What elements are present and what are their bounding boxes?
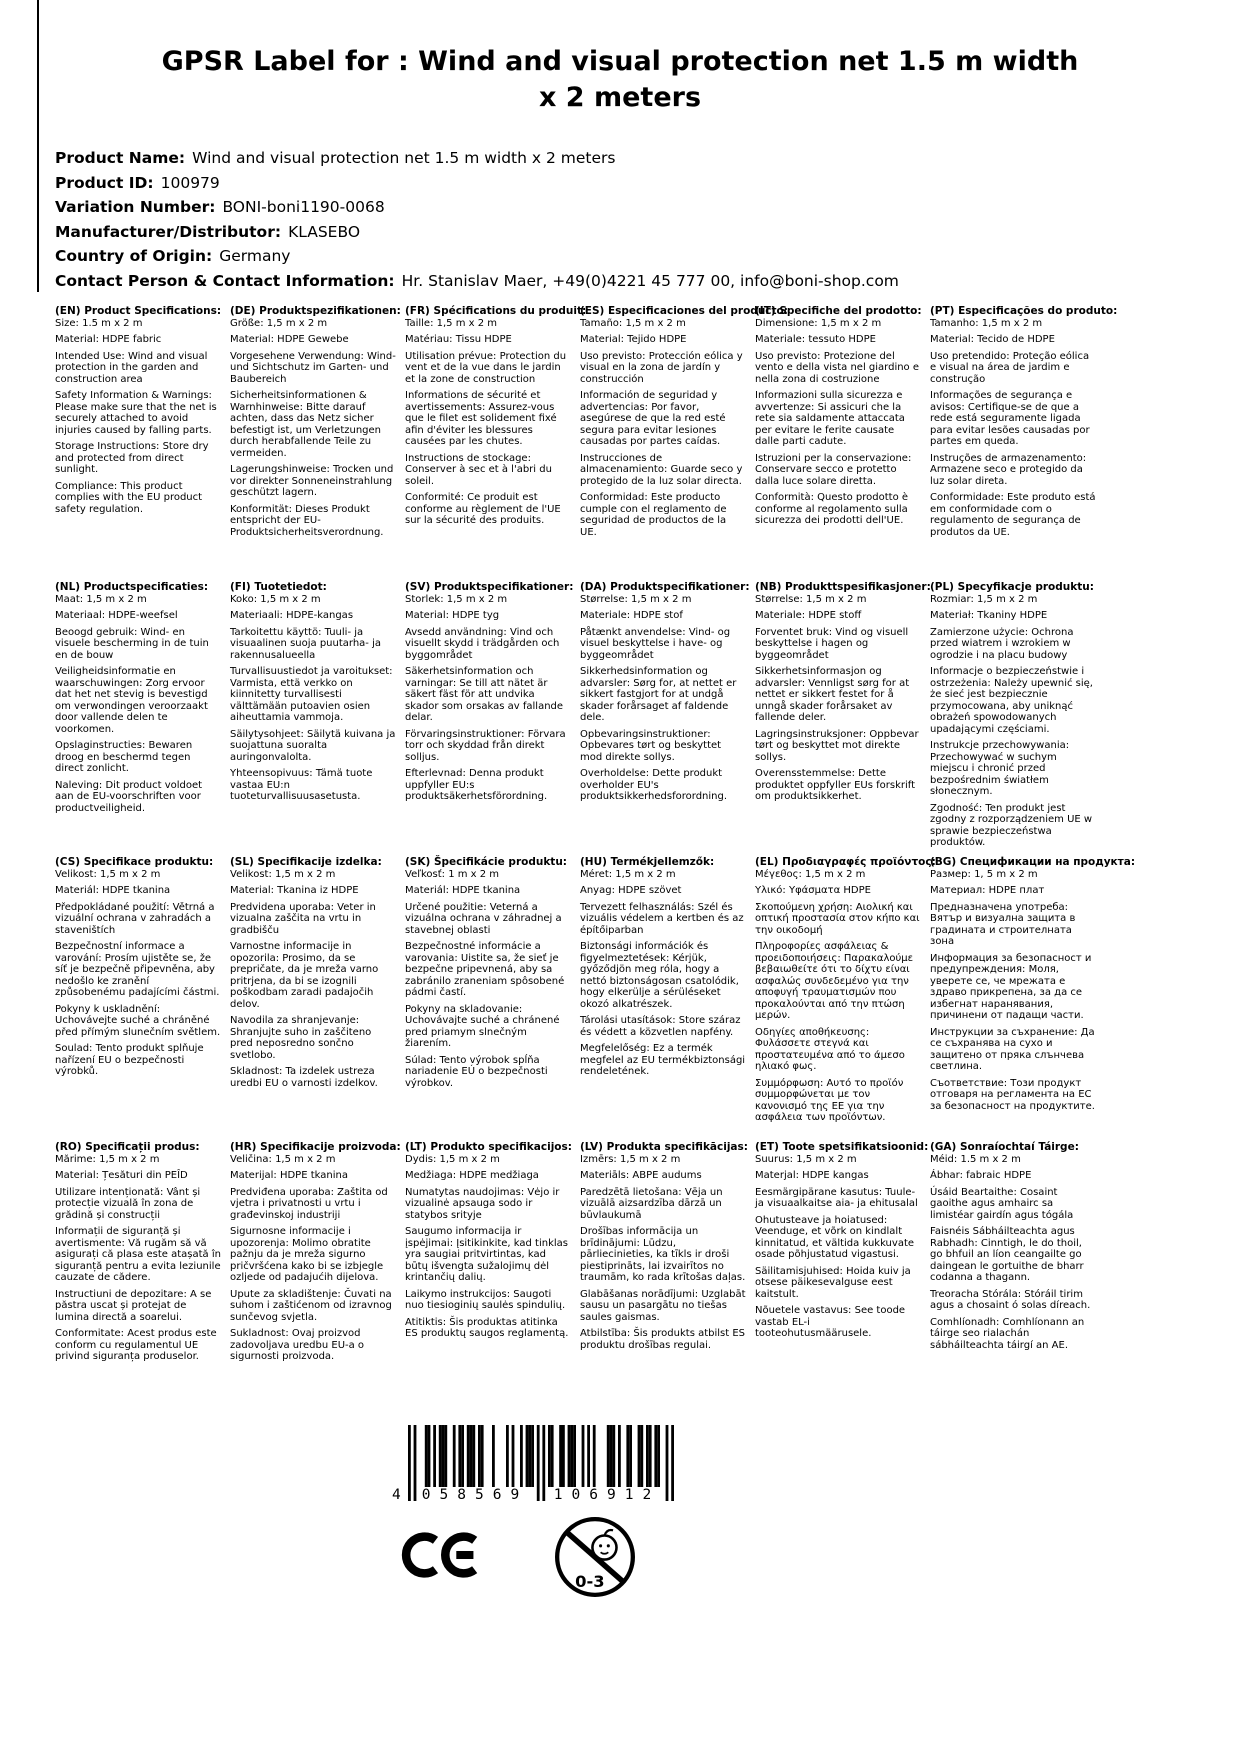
block-paragraph: Storlek: 1,5 m x 2 m bbox=[405, 593, 508, 605]
lang-block-ga bbox=[930, 1141, 1096, 1368]
product-name-label: Product Name: bbox=[55, 149, 186, 167]
contact-value: Hr. Stanislav Maer, +49(0)4221 45 777 00, info@boni-shop.com bbox=[401, 271, 899, 290]
block-title: (ET) Toote spetsifikatsioonid: bbox=[755, 1141, 929, 1153]
product-id-value: 100979 bbox=[160, 173, 220, 192]
block-paragraph: Forventet bruk: Vind og visuell beskyttelse i hagen og byggeområdet bbox=[755, 626, 909, 661]
ean13-barcode bbox=[392, 1425, 692, 1505]
spec-grid-row-2 bbox=[55, 581, 1105, 854]
block-paragraph: Atbilstība: Šis produkts atbilst ES produktu drošības regulai. bbox=[580, 1328, 746, 1351]
block-paragraph: Tamaño: 1,5 m x 2 m bbox=[580, 317, 686, 329]
block-paragraph: Numatytas naudojimas: Vėjo ir vizualinė apsauga sodo ir statybos srityje bbox=[405, 1186, 560, 1221]
block-paragraph: Materijal: HDPE tkanina bbox=[230, 1170, 348, 1181]
lang-block-fi bbox=[230, 581, 396, 854]
block-paragraph: Storage Instructions: Store dry and protected from direct sunlight. bbox=[55, 441, 209, 475]
block-paragraph: Größe: 1,5 m x 2 m bbox=[230, 317, 328, 329]
block-paragraph: Material: Tecido de HDPE bbox=[930, 334, 1055, 345]
block-paragraph: Koko: 1,5 m x 2 m bbox=[230, 593, 321, 605]
block-paragraph: Atitiktis: Šis produktas atitinka ES produktų saugos reglamentą. bbox=[405, 1316, 569, 1339]
block-paragraph: Velikost: 1,5 m x 2 m bbox=[230, 868, 336, 880]
variation-number-label: Variation Number: bbox=[55, 198, 216, 217]
block-paragraph: Predviđena uporaba: Zaštita od vjetra i privatnosti u vrtu i građevinskoj industriji bbox=[230, 1186, 388, 1221]
block-paragraph: Compliance: This product complies with the EU product safety regulation. bbox=[55, 480, 203, 515]
block-paragraph: Tárolási utasítások: Store száraz és védett a közvetlen napfény. bbox=[580, 1015, 741, 1038]
block-title: (EL) Προδιαγραφές προϊόντος: bbox=[755, 856, 936, 868]
block-paragraph: Pokyny na skladovanie: Uchovávajte suché a chránené pred priamym slnečným žiarením. bbox=[405, 1003, 560, 1049]
block-paragraph: Material: HDPE fabric bbox=[55, 334, 162, 345]
block-paragraph: Informazioni sulla sicurezza e avvertenze: Si assicuri che la rete sia saldamente attaccata per evitare le ferite causate dalle parti cadute. bbox=[755, 390, 905, 447]
lang-block-de bbox=[230, 305, 401, 543]
block-title: (FR) Spécifications du produit: bbox=[405, 305, 587, 317]
block-paragraph: Conformità: Questo prodotto è conforme al regolamento sulla sicurezza dei prodotti dell'UE. bbox=[755, 492, 909, 526]
block-paragraph: Skladnost: Ta izdelek ustreza uredbi EU o varnosti izdelkov. bbox=[230, 1066, 378, 1089]
block-paragraph: Material: Tejido HDPE bbox=[580, 334, 687, 345]
block-paragraph: Størrelse: 1,5 m x 2 m bbox=[580, 593, 692, 605]
block-paragraph: Σκοπούμενη χρήση: Αιολική και οπτική προστασία στον κήπο και την οικοδομή bbox=[755, 901, 920, 936]
block-paragraph: Lagerungshinweise: Trocken und vor direkter Sonneneinstrahlung geschützt lagern. bbox=[230, 464, 394, 498]
block-paragraph: Medžiaga: HDPE medžiaga bbox=[405, 1170, 539, 1181]
block-paragraph: Sikkerhetsinformasjon og advarsler: Vennligst sørg for at nettet er sikkert festet for å unngå skader forårsaket av fallende deler. bbox=[755, 666, 910, 723]
block-paragraph: Intended Use: Wind and visual protection in the garden and construction area bbox=[55, 350, 208, 385]
block-paragraph: Μέγεθος: 1,5 m x 2 m bbox=[755, 868, 866, 880]
ce-mark-icon bbox=[400, 1526, 482, 1584]
block-paragraph: Tervezett felhasználás: Szél és vizuális védelem a kertben és az építőiparban bbox=[580, 901, 744, 936]
block-paragraph: Súlad: Tento výrobok spĺňa nariadenie EÚ o bezpečnosti výrobkov. bbox=[405, 1054, 548, 1089]
lang-block-et bbox=[755, 1141, 929, 1368]
block-paragraph: Påtænkt anvendelse: Vind- og visuel beskyttelse i have- og byggeområdet bbox=[580, 626, 731, 661]
block-paragraph: Istruzioni per la conservazione: Conservare secco e protetto dalla luce solare diretta. bbox=[755, 452, 912, 487]
block-paragraph: Инструкции за съхранение: Да се съхранява на сухо и защитено от пряка слънчева светлина. bbox=[930, 1026, 1095, 1072]
block-title: (RO) Specificații produs: bbox=[55, 1141, 200, 1153]
block-paragraph: Información de seguridad y advertencias: Por favor, asegúrese de que la red esté segura para evitar lesiones causadas por partes caídas. bbox=[580, 390, 726, 447]
block-paragraph: Faisnéis Sábháilteachta agus Rabhadh: Cinntigh, le do thoil, go bhfuil an líon ceangailte go daingean le gortuithe de bharr codanna a thagann. bbox=[930, 1226, 1084, 1283]
block-paragraph: Instrucciones de almacenamiento: Guarde seco y protegido de la luz solar directa. bbox=[580, 452, 743, 487]
block-paragraph: Mărime: 1,5 m x 2 m bbox=[55, 1153, 160, 1165]
lang-block-pl bbox=[930, 581, 1096, 854]
block-paragraph: Turvallisuustiedot ja varoitukset: Varmista, että verkko on kiinnitetty turvallisesti välttämään putoavien osien aiheuttamia vammoja. bbox=[230, 666, 393, 723]
block-paragraph: Instruções de armazenamento: Armazene seco e protegido da luz solar direta. bbox=[930, 452, 1087, 487]
block-paragraph: Materiaali: HDPE-kangas bbox=[230, 610, 354, 621]
block-paragraph: Dydis: 1,5 m x 2 m bbox=[405, 1153, 500, 1165]
block-paragraph: Materjal: HDPE kangas bbox=[755, 1170, 869, 1181]
variation-number-value: BONI-boni1190-0068 bbox=[222, 198, 385, 217]
block-paragraph: Sukladnost: Ovaj proizvod zadovoljava uredbu EU-a o sigurnosti proizvoda. bbox=[230, 1328, 365, 1362]
block-paragraph: Určené použitie: Veterná a vizuálna ochrana v záhradnej a stavebnej oblasti bbox=[405, 901, 562, 936]
block-paragraph: Sigurnosne informacije i upozorenja: Molimo obratite pažnju da je mreža sigurno pričvršćena kako bi se izbjegle ozljede od padajućih dijelova. bbox=[230, 1226, 384, 1283]
spec-grid-row-4 bbox=[55, 1141, 1105, 1368]
block-title: (DA) Produktspecifikationer: bbox=[580, 581, 750, 593]
block-paragraph: Materiál: HDPE tkanina bbox=[55, 885, 171, 896]
block-title: (NB) Produkttspesifikasjoner: bbox=[755, 581, 931, 593]
block-paragraph: Säilitamisjuhised: Hoida kuiv ja otsese päikesevalguse eest kaitstult. bbox=[755, 1265, 911, 1300]
block-title: (CS) Specifikace produktu: bbox=[55, 856, 214, 868]
lang-block-sv bbox=[405, 581, 574, 854]
product-id-label: Product ID: bbox=[55, 173, 154, 192]
block-title: (ES) Especificaciones del producto: bbox=[580, 305, 788, 317]
block-paragraph: Laikymo instrukcijos: Saugoti nuo tiesioginių saulės spindulių. bbox=[405, 1288, 566, 1311]
lang-block-fr bbox=[405, 305, 587, 543]
block-paragraph: Size: 1.5 m x 2 m bbox=[55, 317, 143, 329]
block-title: (PL) Specyfikacje produktu: bbox=[930, 581, 1094, 593]
block-paragraph: Velikost: 1,5 m x 2 m bbox=[55, 868, 161, 880]
block-paragraph: Overholdelse: Dette produkt overholder EU's produktsikkerhedsforordning. bbox=[580, 768, 728, 802]
block-paragraph: Úsáid Beartaithe: Cosaint gaoithe agus amhairc sa limistéar gairdín agus tógála bbox=[930, 1186, 1074, 1221]
block-paragraph: Предназначена употреба: Вятър и визуална защита в градината и строителната зона bbox=[930, 901, 1076, 947]
block-paragraph: Veľkosť: 1 m x 2 m bbox=[405, 868, 500, 880]
barcode-digit-first: 4 bbox=[392, 1487, 401, 1503]
block-paragraph: Conformitate: Acest produs este conform cu regulamentul UE privind siguranța produselor. bbox=[55, 1328, 217, 1362]
block-paragraph: Yhteensopivuus: Tämä tuote vastaa EU:n tuoteturvallisuusasetusta. bbox=[230, 768, 373, 802]
block-title: (GA) Sonraíochtaí Táirge: bbox=[930, 1141, 1079, 1153]
block-paragraph: Ábhar: fabraic HDPE bbox=[930, 1170, 1032, 1181]
block-paragraph: Předpokládané použití: Větrná a vizuální ochrana v zahradách a staveništích bbox=[55, 901, 215, 936]
block-paragraph: Anyag: HDPE szövet bbox=[580, 885, 682, 896]
block-title: (SK) Špecifikácie produktu: bbox=[405, 856, 568, 868]
barcode-digits bbox=[392, 1487, 684, 1505]
product-name-value: Wind and visual protection net 1.5 m width x 2 meters bbox=[192, 149, 616, 167]
block-paragraph: Overensstemmelse: Dette produktet oppfyller EUs forskrift om produktsikkerhet. bbox=[755, 768, 916, 802]
country-of-origin-value: Germany bbox=[219, 247, 291, 266]
barcode-digits-right: 106912 bbox=[553, 1487, 661, 1503]
block-title: (DE) Produktspezifikationen: bbox=[230, 305, 401, 317]
block-paragraph: Vorgesehene Verwendung: Wind- und Sichtschutz im Garten- und Baubereich bbox=[230, 350, 396, 385]
block-paragraph: Opbevaringsinstruktioner: Opbevares tørt og beskyttet mod direkte sollys. bbox=[580, 728, 722, 763]
block-title: (SV) Produktspecifikationer: bbox=[405, 581, 574, 593]
block-paragraph: Instrukcje przechowywania: Przechowywać w suchym miejscu i chronić przed bezpośrednim światłem słonecznym. bbox=[930, 740, 1070, 797]
block-paragraph: Drošības informācija un brīdinājumi: Lūdzu, pārliecinieties, ka tīkls ir droši piestiprināts, lai izvairītos no traumām, ko rada krītošas daļas. bbox=[580, 1226, 746, 1283]
lang-block-bg bbox=[930, 856, 1136, 1129]
block-paragraph: Zgodność: Ten produkt jest zgodny z rozporządzeniem UE w sprawie bezpieczeństwa produktów. bbox=[930, 802, 1093, 848]
block-paragraph: Materiale: HDPE stof bbox=[580, 610, 683, 621]
block-paragraph: Sicherheitsinformationen & Warnhinweise: Bitte darauf achten, dass das Netz sicher befestigt ist, um Verletzungen durch herabfallende Teile zu vermeiden. bbox=[230, 390, 381, 459]
lang-block-sk bbox=[405, 856, 571, 1129]
block-paragraph: Dimensione: 1,5 m x 2 m bbox=[755, 317, 882, 329]
block-paragraph: Soulad: Tento produkt splňuje nařízení EU o bezpečnosti výrobků. bbox=[55, 1043, 204, 1077]
block-paragraph: Lagringsinstruksjoner: Oppbevar tørt og beskyttet mot direkte sollys. bbox=[755, 728, 919, 763]
block-paragraph: Размер: 1, 5 m x 2 m bbox=[930, 868, 1038, 880]
block-paragraph: Bezpečnostné informácie a varovania: Uistite sa, že sieť je bezpečne pripevnená, aby sa zabránilo zraneniam spôsobené pádmi častí. bbox=[405, 941, 565, 998]
block-paragraph: Πληροφορίες ασφάλειας & προειδοποιήσεις: Παρακαλούμε βεβαιωθείτε ότι το δίχτυ είναι ασφαλώς συνδεδεμένο για την αποφυγή τραυματισμών που προκαλούνται από την πτώση μερών. bbox=[755, 941, 914, 1021]
block-paragraph: Материал: HDPE плат bbox=[930, 885, 1045, 896]
block-paragraph: Conformidade: Este produto está em conformidade com o regulamento de segurança de produtos da UE. bbox=[930, 492, 1096, 538]
lang-block-hr bbox=[230, 1141, 401, 1368]
block-paragraph: Bezpečnostní informace a varování: Prosím ujistěte se, že síť je bezpečně připevněna, aby nedošlo ke zranění způsobenému padajícími částmi. bbox=[55, 941, 220, 998]
block-title: (BG) Спецификации на продукта: bbox=[930, 856, 1136, 868]
lang-block-da bbox=[580, 581, 750, 854]
block-paragraph: Sikkerhedsinformation og advarsler: Sørg for, at nettet er sikkert fastgjort for at undgå skader forårsaget af faldende dele. bbox=[580, 666, 737, 723]
block-paragraph: Informații de siguranță și avertismente: Vă rugăm să vă asigurați că plasa este atașată în siguranță pentru a evita leziunile cauzate de cădere. bbox=[55, 1226, 221, 1283]
left-crop-mark bbox=[37, 0, 39, 292]
block-paragraph: Säilytysohjeet: Säilytä kuivana ja suojattuna suoralta auringonvalolta. bbox=[230, 728, 396, 763]
block-paragraph: Materiał: Tkaniny HDPE bbox=[930, 610, 1048, 621]
block-paragraph: Glabāšanas norādījumi: Uzglabāt sausu un pasargātu no tiešas saules gaismas. bbox=[580, 1288, 746, 1323]
block-paragraph: Material: HDPE tyg bbox=[405, 610, 500, 621]
block-title: (IT) Specifiche del prodotto: bbox=[755, 305, 922, 317]
lang-block-ro bbox=[55, 1141, 221, 1368]
block-paragraph: Safety Information & Warnings: Please make sure that the net is securely attached to avoid injuries caused by falling parts. bbox=[55, 390, 217, 436]
block-paragraph: Comhlíonadh: Comhlíonann an táirge seo rialachán sábháilteachta táirgí an AE. bbox=[930, 1316, 1085, 1351]
block-title: (FI) Tuotetiedot: bbox=[230, 581, 327, 593]
block-paragraph: Biztonsági információk és figyelmeztetések: Kérjük, győződjön meg róla, hogy a nettó biztonságosan csatolódik, hogy elkerülje a sérüléseket okozó alkatrészek. bbox=[580, 941, 739, 1010]
block-paragraph: Rozmiar: 1,5 m x 2 m bbox=[930, 593, 1038, 605]
lang-block-nb bbox=[755, 581, 931, 854]
block-paragraph: Méid: 1.5 m x 2 m bbox=[930, 1153, 1021, 1165]
block-paragraph: Conformidad: Este producto cumple con el reglamento de seguridad de productos de la UE. bbox=[580, 492, 727, 538]
block-paragraph: Paredzētā lietošana: Vēja un vizuālā aizsardzība dārzā un būvlaukumā bbox=[580, 1186, 723, 1221]
block-title: (SL) Specifikacije izdelka: bbox=[230, 856, 382, 868]
block-paragraph: Uso pretendido: Proteção eólica e visual na área de jardim e construção bbox=[930, 350, 1090, 385]
block-paragraph: Taille: 1,5 m x 2 m bbox=[405, 317, 497, 329]
block-paragraph: Saugumo informacija ir įspėjimai: Įsitikinkite, kad tinklas yra saugiai pritvirtintas, kad būtų išvengta sužalojimų dėl krintančių dalių. bbox=[405, 1226, 568, 1283]
block-paragraph: Zamierzone użycie: Ochrona przed wiatrem i wzrokiem w ogrodzie i na placu budowy bbox=[930, 626, 1074, 661]
page-title: GPSR Label for : Wind and visual protection net 1.5 m width x 2 meters bbox=[161, 46, 1079, 113]
block-paragraph: Avsedd användning: Vind och visuellt skydd i trädgården och byggområdet bbox=[405, 626, 560, 661]
spec-grid-row-1 bbox=[55, 305, 1118, 543]
block-paragraph: Megfelelőség: Ez a termék megfelel az EU termékbiztonsági rendeletének. bbox=[580, 1043, 746, 1077]
spec-grid-row-3 bbox=[55, 856, 1136, 1129]
block-paragraph: Efterlevnad: Denna produkt uppfyller EU:s produktsäkerhetsförordning. bbox=[405, 768, 548, 802]
block-paragraph: Conformité: Ce produit est conforme au règlement de l'UE sur la sécurité des produits. bbox=[405, 492, 561, 526]
block-paragraph: Beoogd gebruik: Wind- en visuele bescherming in de tuin en de bouw bbox=[55, 626, 209, 661]
block-paragraph: Informações de segurança e avisos: Certifique-se de que a rede está seguramente ligada para evitar lesões causadas por partes em queda. bbox=[930, 390, 1090, 447]
product-id-row bbox=[55, 171, 899, 196]
manufacturer-row bbox=[55, 220, 899, 245]
block-paragraph: Nõuetele vastavus: See toode vastab EL-i tooteohutusmäärusele. bbox=[755, 1305, 906, 1339]
block-paragraph: Maat: 1,5 m x 2 m bbox=[55, 593, 147, 605]
lang-block-sl bbox=[230, 856, 396, 1129]
lang-block-es bbox=[580, 305, 788, 543]
block-paragraph: Material: Tkanina iz HDPE bbox=[230, 885, 359, 896]
age-warning-label: 0-3 bbox=[575, 1572, 605, 1592]
block-title: (LV) Produkta specifikācijas: bbox=[580, 1141, 748, 1153]
block-paragraph: Utilisation prévue: Protection du vent et de la vue dans le jardin et la zone de construction bbox=[405, 350, 567, 385]
block-paragraph: Varnostne informacije in opozorila: Prosimo, da se prepričate, da je mreža varno pritrjena, da bi se izognili poškodbam zaradi padajočih delov. bbox=[230, 941, 379, 1010]
block-paragraph: Navodila za shranjevanje: Shranjujte suho in zaščiteno pred neposredno sončno svetlobo. bbox=[230, 1015, 372, 1061]
block-paragraph: Méret: 1,5 m x 2 m bbox=[580, 868, 676, 880]
barcode-digits-left: 058569 bbox=[421, 1487, 529, 1503]
block-paragraph: Materiale: tessuto HDPE bbox=[755, 334, 876, 345]
block-paragraph: Materiál: HDPE tkanina bbox=[405, 885, 521, 896]
block-paragraph: Izmērs: 1,5 m x 2 m bbox=[580, 1153, 681, 1165]
contact-label: Contact Person & Contact Information: bbox=[55, 271, 395, 290]
block-paragraph: Naleving: Dit product voldoet aan de EU-voorschriften voor productveiligheid. bbox=[55, 779, 203, 814]
block-paragraph: Informations de sécurité et avertissements: Assurez-vous que le filet est solidement fixé afin d'éviter les blessures causées par les chutes. bbox=[405, 390, 557, 447]
block-paragraph: Förvaringsinstruktioner: Förvara torr och skyddad från direkt solljus. bbox=[405, 728, 566, 763]
block-paragraph: Pokyny k uskladnění: Uchovávejte suché a chráněné před přímým slunečním světlem. bbox=[55, 1003, 221, 1038]
block-paragraph: Informacje o bezpieczeństwie i ostrzeżenia: Należy upewnić się, że sieć jest bezpiecznie przymocowana, aby uniknąć obrażeń spowodowanych upadającymi częściami. bbox=[930, 666, 1093, 735]
block-paragraph: Materiale: HDPE stoff bbox=[755, 610, 862, 621]
block-title: (EN) Product Specifications: bbox=[55, 305, 222, 317]
block-paragraph: Materiaal: HDPE-weefsel bbox=[55, 610, 178, 621]
variation-number-row bbox=[55, 195, 899, 220]
block-paragraph: Eesmärgipärane kasutus: Tuule- ja visuaalkaitse aia- ja ehitusalal bbox=[755, 1186, 918, 1209]
block-paragraph: Veličina: 1,5 m x 2 m bbox=[230, 1153, 336, 1165]
block-paragraph: Material: Țesături din PEÎD bbox=[55, 1170, 188, 1181]
block-paragraph: Konformität: Dieses Produkt entspricht der EU-Produktsicherheitsverordnung. bbox=[230, 503, 384, 538]
block-paragraph: Οδηγίες αποθήκευσης: Φυλάσσετε στεγνά και προστατευμένα από το άμεσο ηλιακό φως. bbox=[755, 1026, 905, 1072]
block-paragraph: Tamanho: 1,5 m x 2 m bbox=[930, 317, 1043, 329]
block-paragraph: Υλικό: Υφάσματα HDPE bbox=[755, 885, 871, 896]
block-paragraph: Συμμόρφωση: Αυτό το προϊόν συμμορφώνεται με τον κανονισμό της ΕΕ για την ασφάλεια των προϊόντων. bbox=[755, 1077, 904, 1123]
lang-block-pt bbox=[930, 305, 1118, 543]
block-paragraph: Uso previsto: Protezione del vento e della vista nel giardino e nella zona di costruzione bbox=[755, 350, 920, 385]
block-title: (LT) Produkto specifikacijos: bbox=[405, 1141, 572, 1153]
lang-block-nl bbox=[55, 581, 221, 854]
lang-block-lv bbox=[580, 1141, 746, 1368]
age-warning-0-3-icon bbox=[552, 1514, 638, 1600]
block-paragraph: Информация за безопасност и предупреждения: Моля, уверете се, че мрежата е здраво прикрепена, за да се избегнат наранявания, причинени от падащи части. bbox=[930, 952, 1092, 1021]
block-paragraph: Instructiuni de depozitare: A se păstra uscat și protejat de lumina directă a soarelui. bbox=[55, 1288, 212, 1323]
block-title: (NL) Productspecificaties: bbox=[55, 581, 209, 593]
block-title: (HU) Termékjellemzők: bbox=[580, 856, 715, 868]
manufacturer-label: Manufacturer/Distributor: bbox=[55, 222, 282, 241]
manufacturer-value: KLASEBO bbox=[288, 222, 361, 241]
product-name-row bbox=[55, 146, 899, 171]
block-paragraph: Matériau: Tissu HDPE bbox=[405, 334, 512, 345]
block-title: (HR) Specifikacije proizvoda: bbox=[230, 1141, 401, 1153]
block-title: (PT) Especificações do produto: bbox=[930, 305, 1118, 317]
block-paragraph: Съответствие: Този продукт отговаря на регламента на ЕС за безопасност на продуктите. bbox=[930, 1077, 1095, 1112]
country-of-origin-label: Country of Origin: bbox=[55, 247, 213, 266]
product-info-section bbox=[55, 146, 899, 294]
block-paragraph: Størrelse: 1,5 m x 2 m bbox=[755, 593, 867, 605]
block-paragraph: Veiligheidsinformatie en waarschuwingen: Zorg ervoor dat het net stevig is bevestigd om verwondingen veroorzaakt door vallende delen te voorkomen. bbox=[55, 666, 208, 735]
block-paragraph: Instructions de stockage: Conserver à sec et à l'abri du soleil. bbox=[405, 452, 552, 487]
block-paragraph: Predvidena uporaba: Veter in vizualna zaščita na vrtu in gradbišču bbox=[230, 901, 376, 936]
lang-block-en bbox=[55, 305, 221, 543]
lang-block-el bbox=[755, 856, 936, 1129]
lang-block-lt bbox=[405, 1141, 571, 1368]
block-paragraph: Materiāls: ABPE audums bbox=[580, 1170, 702, 1181]
block-paragraph: Uso previsto: Protección eólica y visual en la zona de jardín y construcción bbox=[580, 350, 743, 385]
contact-row bbox=[55, 269, 899, 294]
block-paragraph: Opslaginstructies: Bewaren droog en beschermd tegen direct zonlicht. bbox=[55, 740, 193, 774]
block-paragraph: Tarkoitettu käyttö: Tuuli- ja visuaalinen suoja puutarha- ja rakennusalueella bbox=[230, 626, 381, 661]
lang-block-hu bbox=[580, 856, 746, 1129]
block-paragraph: Treoracha Stórála: Stóráil tirim agus a chosaint ó solas díreach. bbox=[930, 1288, 1091, 1311]
block-paragraph: Upute za skladištenje: Čuvati na suhom i zaštićenom od izravnog sunčevog svjetla. bbox=[230, 1288, 392, 1323]
block-paragraph: Ohutusteave ja hoiatused: Veenduge, et võrk on kindlalt kinnitatud, et vältida kukkuvate osade põhjustatud vigastusi. bbox=[755, 1214, 915, 1260]
block-paragraph: Säkerhetsinformation och varningar: Se till att nätet är säkert fäst för att undvika skador som orsakas av fallande delar. bbox=[405, 666, 564, 723]
block-paragraph: Material: HDPE Gewebe bbox=[230, 334, 349, 345]
lang-block-cs bbox=[55, 856, 221, 1129]
lang-block-it bbox=[755, 305, 921, 543]
country-of-origin-row bbox=[55, 244, 899, 269]
block-paragraph: Utilizare intenționată: Vânt și protecție vizuală în zona de grădină și construcții bbox=[55, 1186, 201, 1221]
block-paragraph: Suurus: 1,5 m x 2 m bbox=[755, 1153, 857, 1165]
